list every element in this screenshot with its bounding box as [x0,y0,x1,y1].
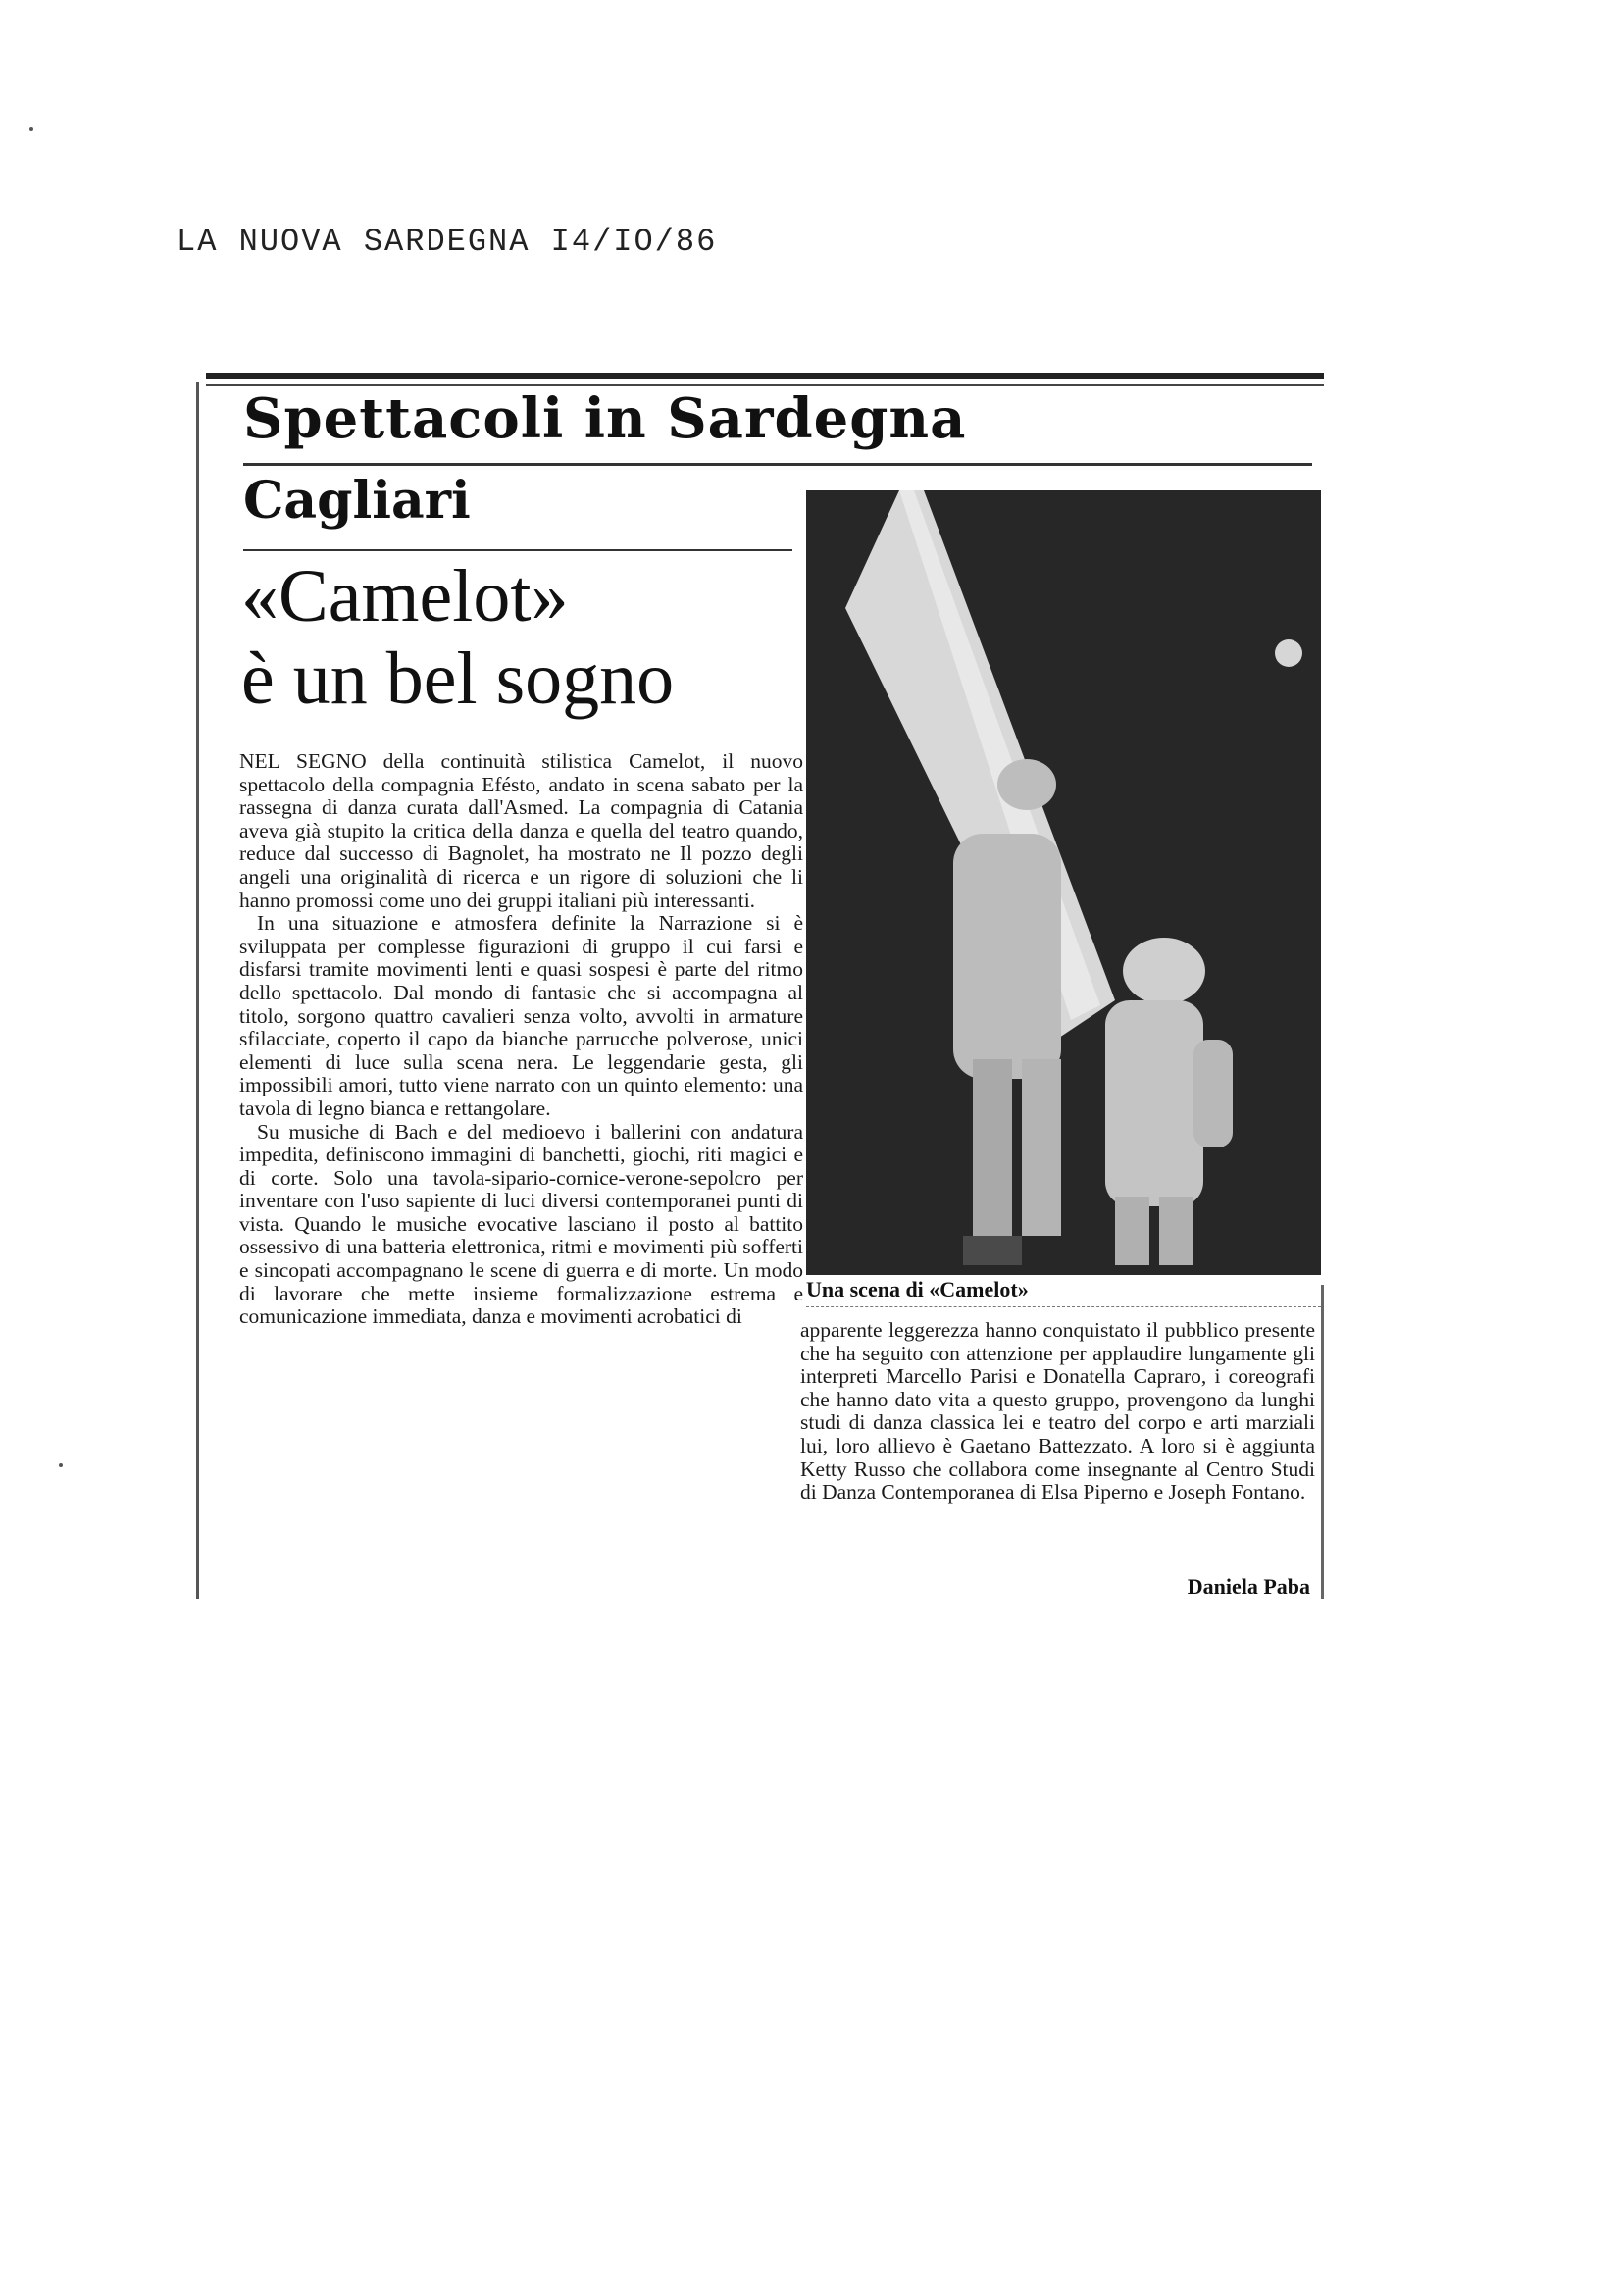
top-rule [206,373,1324,379]
city-heading: Cagliari [243,471,471,531]
scan-speck [59,1463,63,1467]
stage-photo-illustration [806,490,1321,1275]
article-body [239,750,803,1329]
section-rule [243,463,1312,466]
section-title: Spettacoli in Sardegna [243,386,967,451]
newspaper-dateline: LA NUOVA SARDEGNA I4/IO/86 [177,224,718,260]
article-headline [241,555,790,720]
headline-line-1: «Camelot» [241,555,569,637]
continuation-paragraph: apparente leggerezza hanno conquistato il pubblico presente che ha seguito con attenzione per applaudire lungamente gli interpreti Marcello Parisi e Donatella Capraro, i coreografi che hanno dato vita a questo gruppo, provengono da lunghi studi di danza classica lei e teatro del corpo e arti marziali lui, loro allievo è Gaetano Battezzato. A loro si è aggiunta Ketty Russo che collabora come insegnante al Centro Studi di Danza Contemporanea di Elsa Piperno e Joseph Fontano. [800,1318,1315,1504]
newspaper-clipping [196,373,1324,1618]
city-rule [243,549,792,551]
clipping-left-edge [196,382,199,1599]
headline-line-2: è un bel sogno [241,637,675,720]
article-paragraph-2: In una situazione e atmosfera definite la Narrazione si è sviluppata per complesse figurazioni di gruppo il cui farsi e disfarsi tramite movimenti lenti e quasi sospesi è parte del ritmo dello spettacolo. Dal mondo di fantasie che si accompagna al titolo, sorgono quattro cavalieri senza volto, avvolti in armature sfilacciate, coperto il capo da bianche parrucche polverose, unici elementi di luce sulla scena nera. Le leggendarie gesta, gli impossibili amori, tutto viene narrato con un quinto elemento: una tavola di legno bianca e rettangolare. [239,911,803,1120]
article-paragraph-3: Su musiche di Bach e del medioevo i ballerini con andatura impedita, definiscono immagini di banchetti, giochi, riti magici e di corte. Solo una tavola-sipario-cornice-verone-sepolcro per inventare con l'uso sapiente di luci diversi contemporanei punti di vista. Quando le musiche evocative lasciano il posto al battito ossessivo di una batteria elettronica, ritmi e movimenti più sofferti e sincopati accompagnano le scene di guerra e di morte. Un modo di lavorare che mette insieme formalizzazione estrema e comunicazione immediata, danza e movimenti acrobatici di [239,1119,803,1329]
scan-speck [29,127,33,131]
article-paragraph-1: NEL SEGNO della continuità stilistica Camelot, il nuovo spettacolo della compagnia Efésto, andato in scena sabato per la rassegna di danza curata dall'Asmed. La compagnia di Catania aveva già stupito la critica della danza e quella del teatro quando, reduce dal successo di Bagnolet, ha mostrato ne Il pozzo degli angeli una originalità di ricerca e un rigore di soluzioni che li hanno promossi come uno dei gruppi italiani più interessanti. [239,749,803,912]
photo-caption: Una scena di «Camelot» [806,1277,1321,1307]
stage-photo [806,490,1321,1275]
clipping-right-edge [1321,1285,1324,1599]
article-continuation [800,1319,1315,1504]
article-byline: Daniela Paba [1187,1574,1310,1599]
